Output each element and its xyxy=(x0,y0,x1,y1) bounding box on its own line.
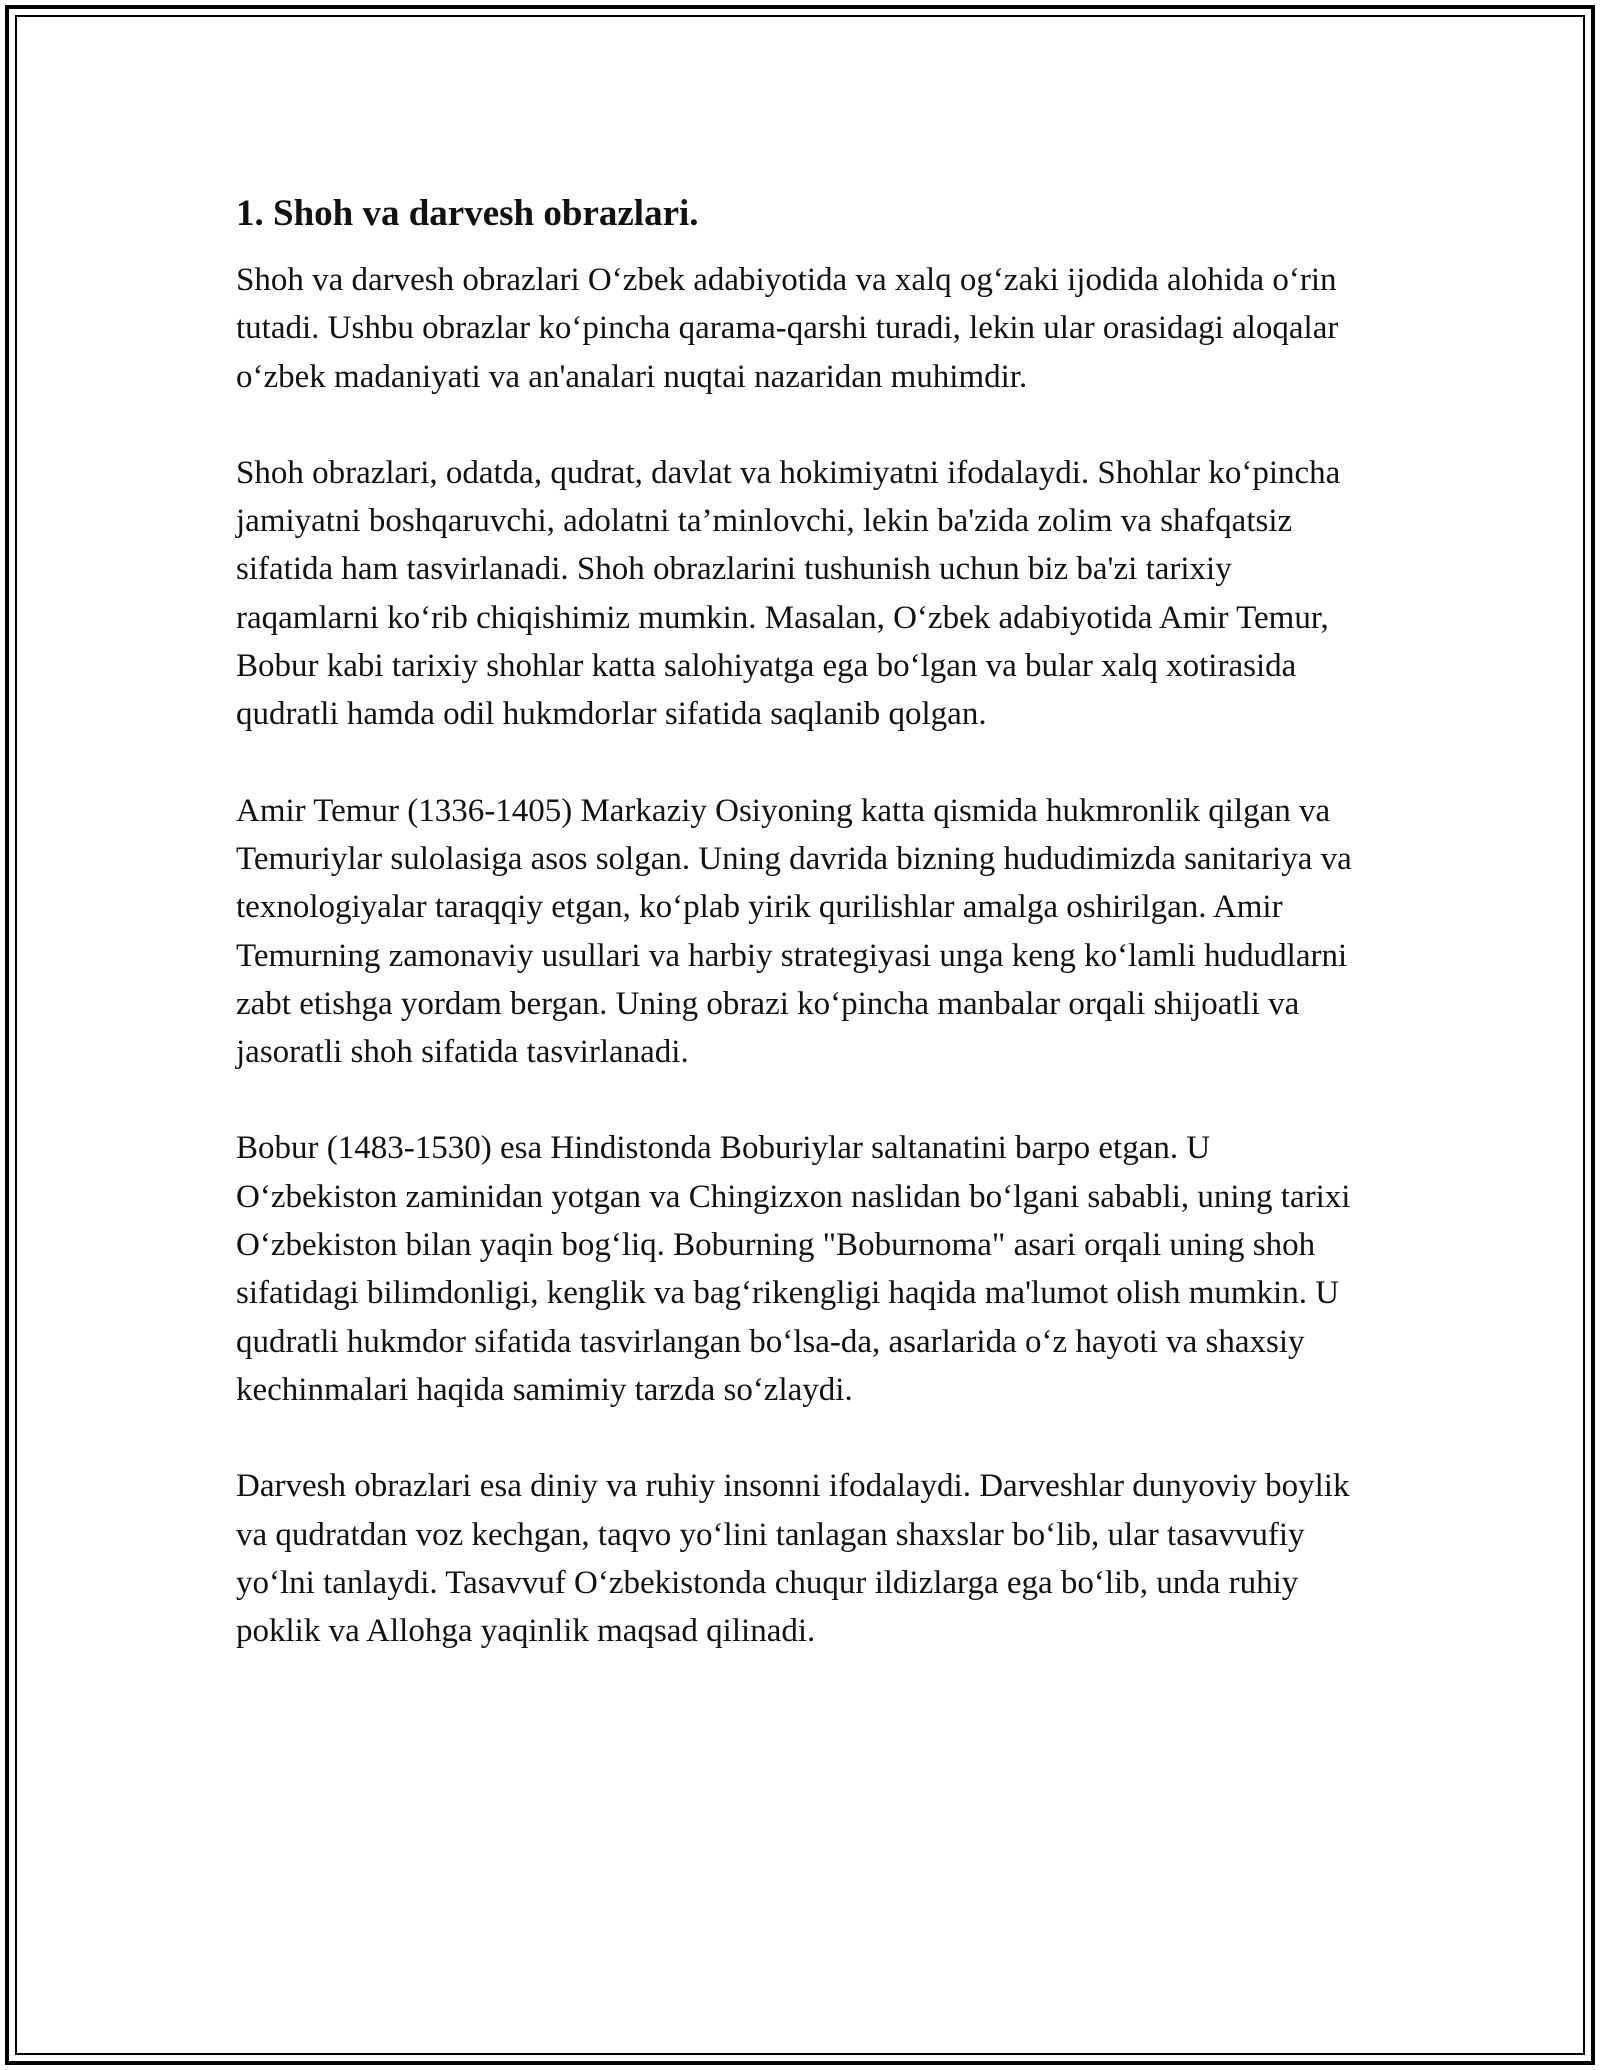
paragraph-amir-temur: Amir Temur (1336-1405) Markaziy Osiyoning katta qismida hukmronlik qilgan va Temuriylar sulolasiga asos solgan. Uning davrida bizning hududimizda sanitariya va texnologiyalar taraqqiy etgan, ko‘plab yirik qurilishlar amalga oshirilgan. Amir Temurning zamonaviy usullari va harbiy strategiyasi unga keng ko‘lamli hududlarni zabt etishga yordam bergan. Uning obrazi ko‘pincha manbalar orqali shijoatli va jasoratli shoh sifatida tasvirlanadi. xyxy=(236,792,1352,1071)
paragraph-bobur: Bobur (1483-1530) esa Hindistonda Boburiylar saltanatini barpo etgan. U O‘zbekiston zaminidan yotgan va Chingizxon naslidan bo‘lgani sababli, uning tarixi O‘zbekiston bilan yaqin bog‘liq. Boburning "Boburnoma" asari orqali uning shoh sifatidagi bilimdonligi, kenglik va bag‘rikengligi haqida ma'lumot olish mumkin. U qudratli hukmdor sifatida tasvirlangan bo‘lsa-da, asarlarida o‘z hayoti va shaxsiy kechinmalari haqida samimiy tarzda so‘zlaydi. xyxy=(236,1130,1351,1408)
paragraph-intro: Shoh va darvesh obrazlari O‘zbek adabiyotida va xalq og‘zaki ijodida alohida o‘rin tutadi. Ushbu obrazlar ko‘pincha qarama-qarshi turadi, lekin ular orasidagi aloqalar o‘zbek madaniyati va an'analari nuqtai nazaridan muhimdir. xyxy=(236,262,1339,395)
document-body xyxy=(236,186,1376,1703)
paragraph-shoh-obrazlari: Shoh obrazlari, odatda, qudrat, davlat va hokimiyatni ifodalaydi. Shohlar ko‘pincha jamiyatni boshqaruvchi, adolatni ta’minlovchi, lekin ba'zida zolim va shafqatsiz sifatida ham tasvirlanadi. Shoh obrazlarini tushunish uchun biz ba'zi tarixiy raqamlarni ko‘rib chiqishimiz mumkin. Masalan, O‘zbek adabiyotida Amir Temur, Bobur kabi tarixiy shohlar katta salohiyatga ega bo‘lgan va bular xalq xotirasida qudratli hamda odil hukmdorlar sifatida saqlanib qolgan. xyxy=(236,454,1341,733)
section-heading: 1. Shoh va darvesh obrazlari. xyxy=(236,193,699,234)
paragraph-darvesh-obrazlari: Darvesh obrazlari esa diniy va ruhiy insonni ifodalaydi. Darveshlar dunyoviy boylik va qudratdan voz kechgan, taqvo yo‘lini tanlagan shaxslar bo‘lib, ular tasavvufiy yo‘lni tanlaydi. Tasavvuf O‘zbekistonda chuqur ildizlarga ega bo‘lib, unda ruhiy poklik va Allohga yaqinlik maqsad qilinadi. xyxy=(236,1468,1350,1650)
